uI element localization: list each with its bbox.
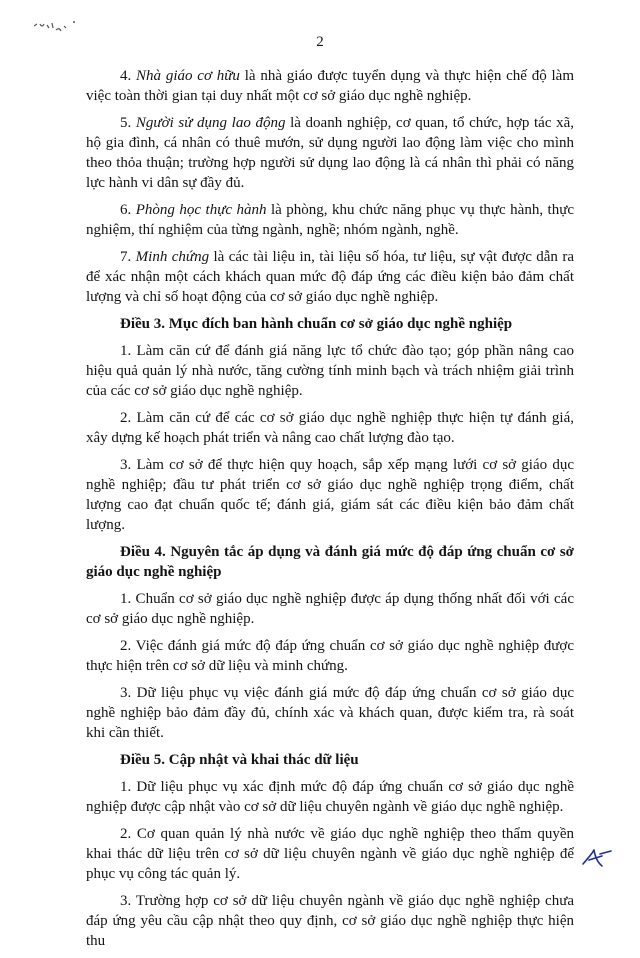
defined-term: Phòng học thực hành [135, 202, 267, 218]
defined-term: Người sử dụng lao động [135, 115, 286, 131]
article-heading: Điều 4. Nguyên tắc áp dụng và đánh giá mức độ đáp ứng chuẩn cơ sở giáo dục nghề nghiệp [86, 544, 574, 580]
definition-text: là nhà giáo được tuyển dụng và thực hiện chế độ làm việc toàn thời gian tại duy nhất một cơ sở giáo dục nghề nghiệp. [86, 68, 574, 104]
article-heading: Điều 3. Mục đích ban hành chuẩn cơ sở giáo dục nghề nghiệp [120, 316, 513, 332]
body-paragraph [86, 200, 574, 240]
defined-term: Minh chứng [135, 249, 210, 265]
clause-number: 4. [120, 68, 132, 84]
body-paragraph [86, 66, 574, 106]
body-paragraph: 1. Dữ liệu phục vụ xác định mức độ đáp ứng chuẩn cơ sở giáo dục nghề nghiệp được cập nhật vào cơ sở dữ liệu chuyên ngành về giáo dục nghề nghiệp. [86, 779, 574, 815]
body-paragraph: 2. Cơ quan quản lý nhà nước về giáo dục nghề nghiệp theo thẩm quyền khai thác dữ liệu trên cơ sở dữ liệu chuyên ngành về giáo dục nghề nghiệp để phục vụ công tác quản lý. [86, 826, 574, 882]
body-paragraph: 3. Làm cơ sở để thực hiện quy hoạch, sắp xếp mạng lưới cơ sở giáo dục nghề nghiệp; đầu tư phát triển cơ sở giáo dục nghề nghiệp trọng điểm, chất lượng cao đạt chuẩn quốc tế; đánh giá, giám sát các điều kiện bảo đảm chất lượng. [86, 457, 574, 533]
body-paragraph: 1. Chuẩn cơ sở giáo dục nghề nghiệp được áp dụng thống nhất đối với các cơ sở giáo dục nghề nghiệp. [86, 591, 574, 627]
body-paragraph: 3. Trường hợp cơ sở dữ liệu chuyên ngành về giáo dục nghề nghiệp chưa đáp ứng yêu cầu cập nhật theo quy định, cơ sở giáo dục nghề nghiệp thực hiện thu [86, 893, 574, 949]
body-paragraph [86, 247, 574, 307]
body-paragraph: 2. Việc đánh giá mức độ đáp ứng chuẩn cơ sở giáo dục nghề nghiệp được thực hiện trên cơ sở dữ liệu và minh chứng. [86, 638, 574, 674]
body-paragraph: 1. Làm căn cứ để đánh giá năng lực tổ chức đào tạo; góp phần nâng cao hiệu quả quản lý nhà nước, tăng cường tính minh bạch và trách nhiệm giải trình của các cơ sở giáo dục nghề nghiệp. [86, 343, 574, 399]
body-paragraph: 3. Dữ liệu phục vụ việc đánh giá mức độ đáp ứng chuẩn cơ sở giáo dục nghề nghiệp bảo đảm đầy đủ, chính xác và khách quan, được kiểm tra, rà soát khi cần thiết. [86, 685, 574, 741]
clause-number: 5. [120, 115, 132, 131]
clause-number: 6. [120, 202, 132, 218]
body-paragraph: 2. Làm căn cứ để các cơ sở giáo dục nghề nghiệp thực hiện tự đánh giá, xây dựng kế hoạch phát triển và nâng cao chất lượng đào tạo. [86, 410, 574, 446]
signature-initial-icon [580, 844, 614, 870]
body-paragraph [86, 113, 574, 193]
definition-text: là các tài liệu in, tài liệu số hóa, tư liệu, sự vật được dẫn ra để xác nhận một cách khách quan mức độ đáp ứng các điều kiện bảo đảm chất lượng và chỉ số hoạt động của cơ sở giáo dục nghề nghiệp. [86, 249, 574, 305]
page-number: 2 [316, 34, 324, 50]
definition-text: là phòng, khu chức năng phục vụ thực hành, thực nghiệm, thí nghiệm của từng ngành, nghề; nhóm ngành, nghề. [86, 202, 575, 238]
definition-text: là doanh nghiệp, cơ quan, tổ chức, hợp tác xã, hộ gia đình, cá nhân có thuê mướn, sử dụng người lao động làm việc cho mình theo thỏa thuận; trường hợp người sử dụng lao động là cá nhân thì phải có năng lực hành vi dân sự đầy đủ. [86, 115, 575, 191]
document-body [86, 66, 574, 958]
defined-term: Nhà giáo cơ hữu [136, 68, 240, 84]
clause-number: 7. [120, 249, 132, 265]
article-heading: Điều 5. Cập nhật và khai thác dữ liệu [120, 752, 359, 768]
